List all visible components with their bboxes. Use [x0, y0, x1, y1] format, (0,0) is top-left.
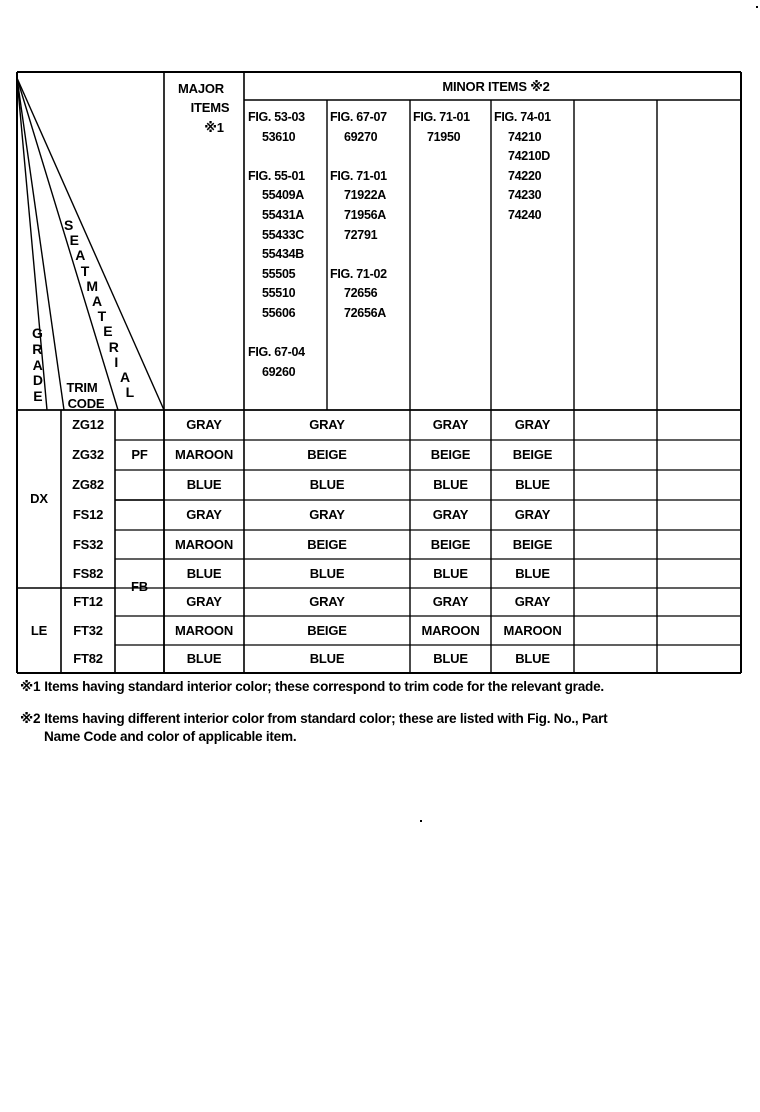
part-code: 55505 — [262, 266, 296, 281]
minor-color-cell: BLUE — [515, 565, 550, 581]
part-code: 74240 — [508, 207, 542, 222]
major-items-mark: ※1 — [204, 120, 224, 135]
major-color-cell: BLUE — [186, 565, 222, 581]
minor-color-cell: BLUE — [433, 477, 468, 492]
figure-number: FIG. 71-01 — [330, 168, 387, 183]
part-code: 74210 — [508, 129, 542, 144]
grade-cell: DX — [30, 491, 48, 506]
major-color-cell: MAROON — [174, 447, 234, 462]
corner-dot — [756, 6, 758, 8]
minor-figure-column-3 — [413, 108, 470, 147]
footnote-text: Items having different interior color from standard color; these are listed with Fig. No., Part — [44, 711, 608, 726]
minor-color-cell: BLUE — [515, 477, 550, 492]
minor-color-cell: BLUE — [433, 651, 468, 666]
grade-letter: R — [32, 340, 43, 357]
part-code: 72656 — [344, 286, 378, 301]
major-color-cell: BLUE — [186, 651, 222, 666]
part-code: 74220 — [508, 168, 542, 183]
minor-color-cell: BLUE — [433, 565, 468, 581]
figure-number: FIG. 74-01 — [494, 110, 551, 124]
major-color-cell: GRAY — [186, 594, 222, 609]
major-color-cell: GRAY — [186, 417, 222, 432]
minor-color-cell: BEIGE — [430, 536, 471, 552]
group-spacer — [248, 147, 305, 167]
figure-number: FIG. 71-01 — [413, 110, 470, 124]
minor-color-cell: BLUE — [309, 477, 345, 492]
stray-dot — [420, 820, 422, 822]
seat-material-letter: T — [80, 262, 90, 279]
minor-color-cell: BLUE — [515, 651, 550, 666]
group-spacer — [330, 245, 387, 265]
grade-letter: D — [32, 372, 44, 389]
group-spacer — [248, 324, 305, 344]
major-color-cell: BLUE — [186, 477, 222, 492]
part-code: 55409A — [262, 188, 304, 203]
minor-color-cell: GRAY — [432, 594, 469, 609]
seat-material-letter: S — [64, 217, 74, 233]
part-code: 72656A — [344, 305, 386, 320]
minor-color-cell: MAROON — [421, 622, 480, 638]
footnote-mark: ※1 — [20, 679, 41, 694]
minor-color-cell: BEIGE — [512, 536, 553, 552]
seat-material-letter: L — [125, 384, 135, 401]
minor-color-cell: BEIGE — [307, 536, 347, 552]
figure-number: FIG. 53-03 — [248, 110, 305, 124]
group-spacer — [330, 147, 387, 167]
trim-code-cell: FT12 — [73, 594, 103, 609]
grade-letter: G — [32, 325, 43, 341]
trim-code-cell: ZG32 — [72, 447, 104, 462]
seat-material-letter: M — [86, 277, 99, 294]
figure-number: FIG. 71-02 — [330, 266, 387, 281]
part-code: 74230 — [508, 188, 542, 203]
grade-cell: LE — [30, 622, 48, 638]
seat-material-cell: FB — [131, 578, 148, 594]
minor-color-cell: MAROON — [503, 622, 562, 638]
footnote-continuation: Name Code and color of applicable item. — [44, 729, 297, 745]
figure-number: FIG. 67-07 — [330, 110, 387, 124]
minor-color-cell: GRAY — [514, 507, 551, 522]
seat-material-letter: A — [75, 247, 86, 264]
minor-color-cell: GRAY — [514, 417, 551, 432]
trim-code-cell: ZG12 — [72, 417, 104, 432]
minor-color-cell: BLUE — [309, 651, 345, 666]
major-color-cell: GRAY — [186, 507, 222, 522]
trim-code-cell: FS32 — [72, 536, 104, 552]
part-code: 69260 — [262, 364, 296, 379]
footnote-1 — [20, 678, 604, 696]
minor-color-cell: GRAY — [309, 594, 345, 609]
seat-material-letter: E — [103, 323, 113, 340]
trim-code-cell: FT32 — [73, 622, 103, 638]
major-color-cell: MAROON — [174, 536, 234, 552]
part-code: 55606 — [262, 305, 296, 320]
minor-color-cell: BLUE — [309, 565, 345, 581]
part-code: 55434B — [262, 247, 304, 262]
minor-color-cell: GRAY — [309, 507, 345, 522]
minor-figure-column-1 — [248, 108, 305, 382]
seat-material-letter: E — [69, 232, 79, 249]
trim-code-cell: ZG82 — [72, 477, 104, 492]
seat-material-letter: A — [120, 369, 131, 385]
part-code: 53610 — [262, 129, 296, 144]
footnote-text: Items having standard interior color; these correspond to trim code for the relevant grade. — [44, 679, 604, 694]
minor-color-cell: BEIGE — [512, 447, 553, 462]
part-code: 69270 — [344, 129, 378, 144]
figure-number: FIG. 67-04 — [248, 345, 305, 360]
seat-material-letter: A — [92, 293, 103, 309]
minor-color-cell: GRAY — [309, 417, 345, 432]
seat-material-cell: PF — [131, 447, 148, 462]
seat-material-letter: I — [114, 353, 119, 370]
seat-material-letter: T — [97, 308, 107, 325]
major-color-cell: MAROON — [174, 622, 234, 638]
seat-material-letter: R — [108, 338, 119, 355]
figure-number: FIG. 55-01 — [248, 168, 305, 183]
trim-code-cell: FT82 — [73, 651, 103, 666]
part-code: 55431A — [262, 207, 304, 222]
grade-letter: A — [32, 356, 43, 373]
trim-code-cell: FS12 — [72, 507, 104, 522]
minor-color-cell: BEIGE — [430, 447, 471, 462]
trim-code-heading-line1: TRIM — [66, 380, 98, 395]
minor-color-cell: BEIGE — [307, 622, 347, 638]
part-code: 71950 — [427, 129, 461, 144]
part-code: 72791 — [344, 227, 378, 242]
part-code: 55433C — [262, 227, 304, 242]
minor-items-heading: MINOR ITEMS ※2 — [442, 79, 550, 94]
grade-letter: E — [33, 388, 43, 405]
part-code: 74210D — [508, 149, 550, 164]
minor-color-cell: BEIGE — [307, 447, 347, 462]
part-code: 71922A — [344, 188, 386, 203]
minor-figure-column-2 — [330, 108, 387, 324]
footnote-mark: ※2 — [20, 711, 41, 726]
minor-figure-column-4 — [494, 108, 551, 226]
major-items-heading-line2: ITEMS — [190, 100, 230, 115]
minor-color-cell: GRAY — [432, 417, 469, 432]
minor-color-cell: GRAY — [432, 507, 469, 522]
trim-code-cell: FS82 — [72, 565, 104, 581]
footnote-2 — [20, 710, 607, 747]
trim-code-heading-line2: CODE — [67, 396, 105, 411]
part-code: 71956A — [344, 207, 386, 222]
major-items-heading-line1: MAJOR — [178, 81, 224, 96]
minor-color-cell: GRAY — [514, 594, 551, 609]
part-code: 55510 — [262, 286, 296, 301]
